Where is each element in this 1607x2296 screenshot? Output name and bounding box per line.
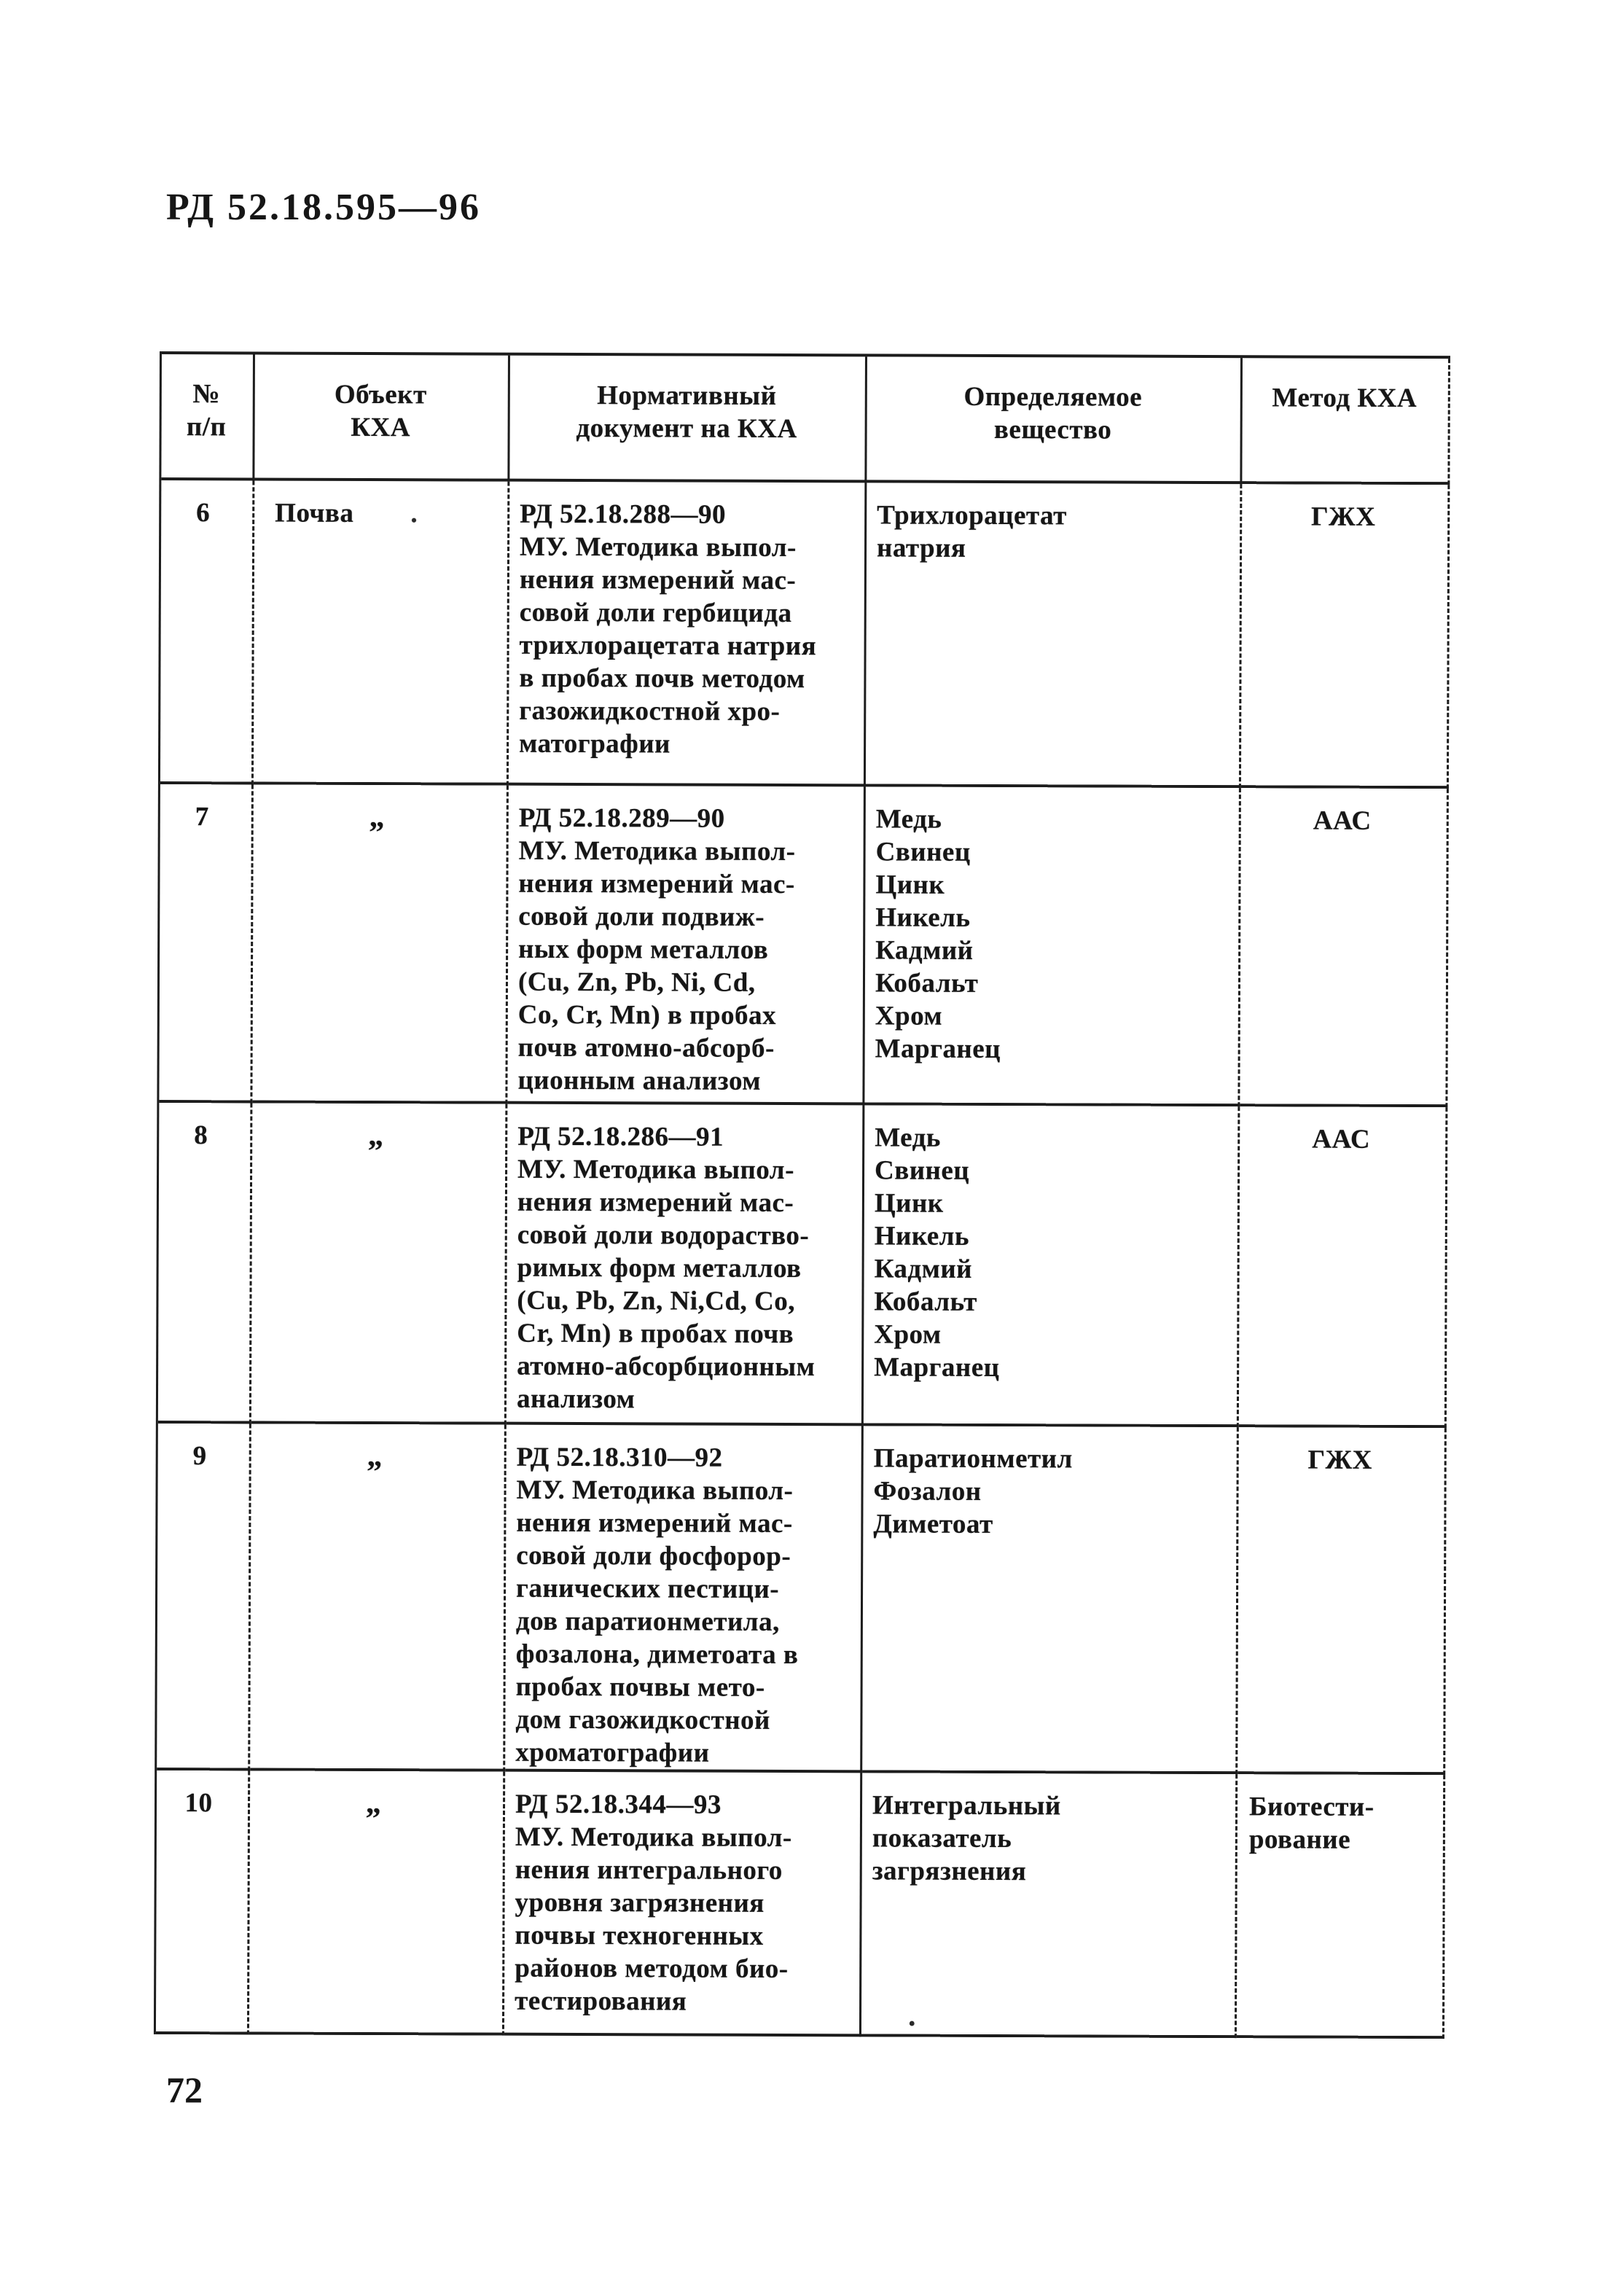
row-number-cell: 9 [157,1424,251,1770]
normative-document-cell: РД 52.18.310—92 МУ. Методика выпол- нения измерений мас- совой доли фосфорор- ганических пестици- дов паратионметила, фозалона, диметоата в пробах почвы мето- дом газожидкостной хроматографии [505,1425,864,1773]
substance-cell: Паратионметил Фозалон Диметоат [862,1426,1239,1774]
column-header-method: Метод КХА [1242,358,1450,485]
object-label: Почва [275,498,354,528]
column-header-object: Объект КХА [254,354,510,481]
method-cell: ААС [1239,1106,1448,1428]
substance-cell: Медь Свинец Цинк Никель Кадмий Кобальт Хром Марганец [864,1105,1240,1427]
method-cell: ААС [1240,788,1449,1107]
column-header-substance: Определяемое вещество [867,356,1243,484]
methods-reference-table [154,351,1450,2039]
column-header-row-number: № п/п [161,354,255,480]
substance-cell: Интегральный показатель загрязнения [861,1773,1237,2038]
row-number-cell: 6 [160,480,254,784]
object-cell [254,480,509,785]
document-code-heading: РД 52.18.595—96 [166,187,481,228]
object-ditto-mark: „ [251,1103,508,1424]
object-ditto-mark: „ [252,784,509,1104]
scan-speck: . [908,1999,916,2033]
method-cell: Биотести- рование [1237,1774,1445,2039]
object-ditto-mark: „ [249,1770,505,2035]
normative-document-cell: РД 52.18.344—93 МУ. Методика выпол- нения интегрального уровня загрязнения почвы техногенных районов методом био- тестирования [504,1772,862,2037]
row-number-cell: 8 [158,1103,253,1424]
method-cell: ГЖХ [1241,484,1450,789]
normative-document-cell: РД 52.18.288—90 МУ. Методика выпол- нения измерений мас- совой доли гербицида трихлорацетата натрия в пробах почв методом газожидкостной хро- матографии [509,482,867,787]
page-number: 72 [166,2069,203,2110]
substance-cell: Трихлорацетат натрия [866,483,1242,788]
row-number-cell: 10 [156,1770,250,2034]
column-header-normative-document: Нормативный документ на КХА [509,356,867,483]
substance-cell: Медь Свинец Цинк Никель Кадмий Кобальт Хром Марганец [864,786,1241,1106]
scan-speck: . [410,499,418,529]
normative-document-cell: РД 52.18.289—90 МУ. Методика выпол- нения измерений мас- совой доли подвиж- ных форм металлов (Cu, Zn, Pb, Ni, Cd, Co, Cr, Mn) в пробах почв атомно-абсорб- ционным анализом [507,786,866,1106]
object-ditto-mark: „ [250,1424,507,1771]
row-number-cell: 7 [159,784,254,1103]
method-cell: ГЖХ [1237,1427,1447,1775]
normative-document-cell: РД 52.18.286—91 МУ. Методика выпол- нения измерений мас- совой доли водораство- римых форм металлов (Cu, Pb, Zn, Ni,Cd, Co, Cr, Mn) в пробах почв атомно-абсорбционным анализом [507,1104,865,1426]
